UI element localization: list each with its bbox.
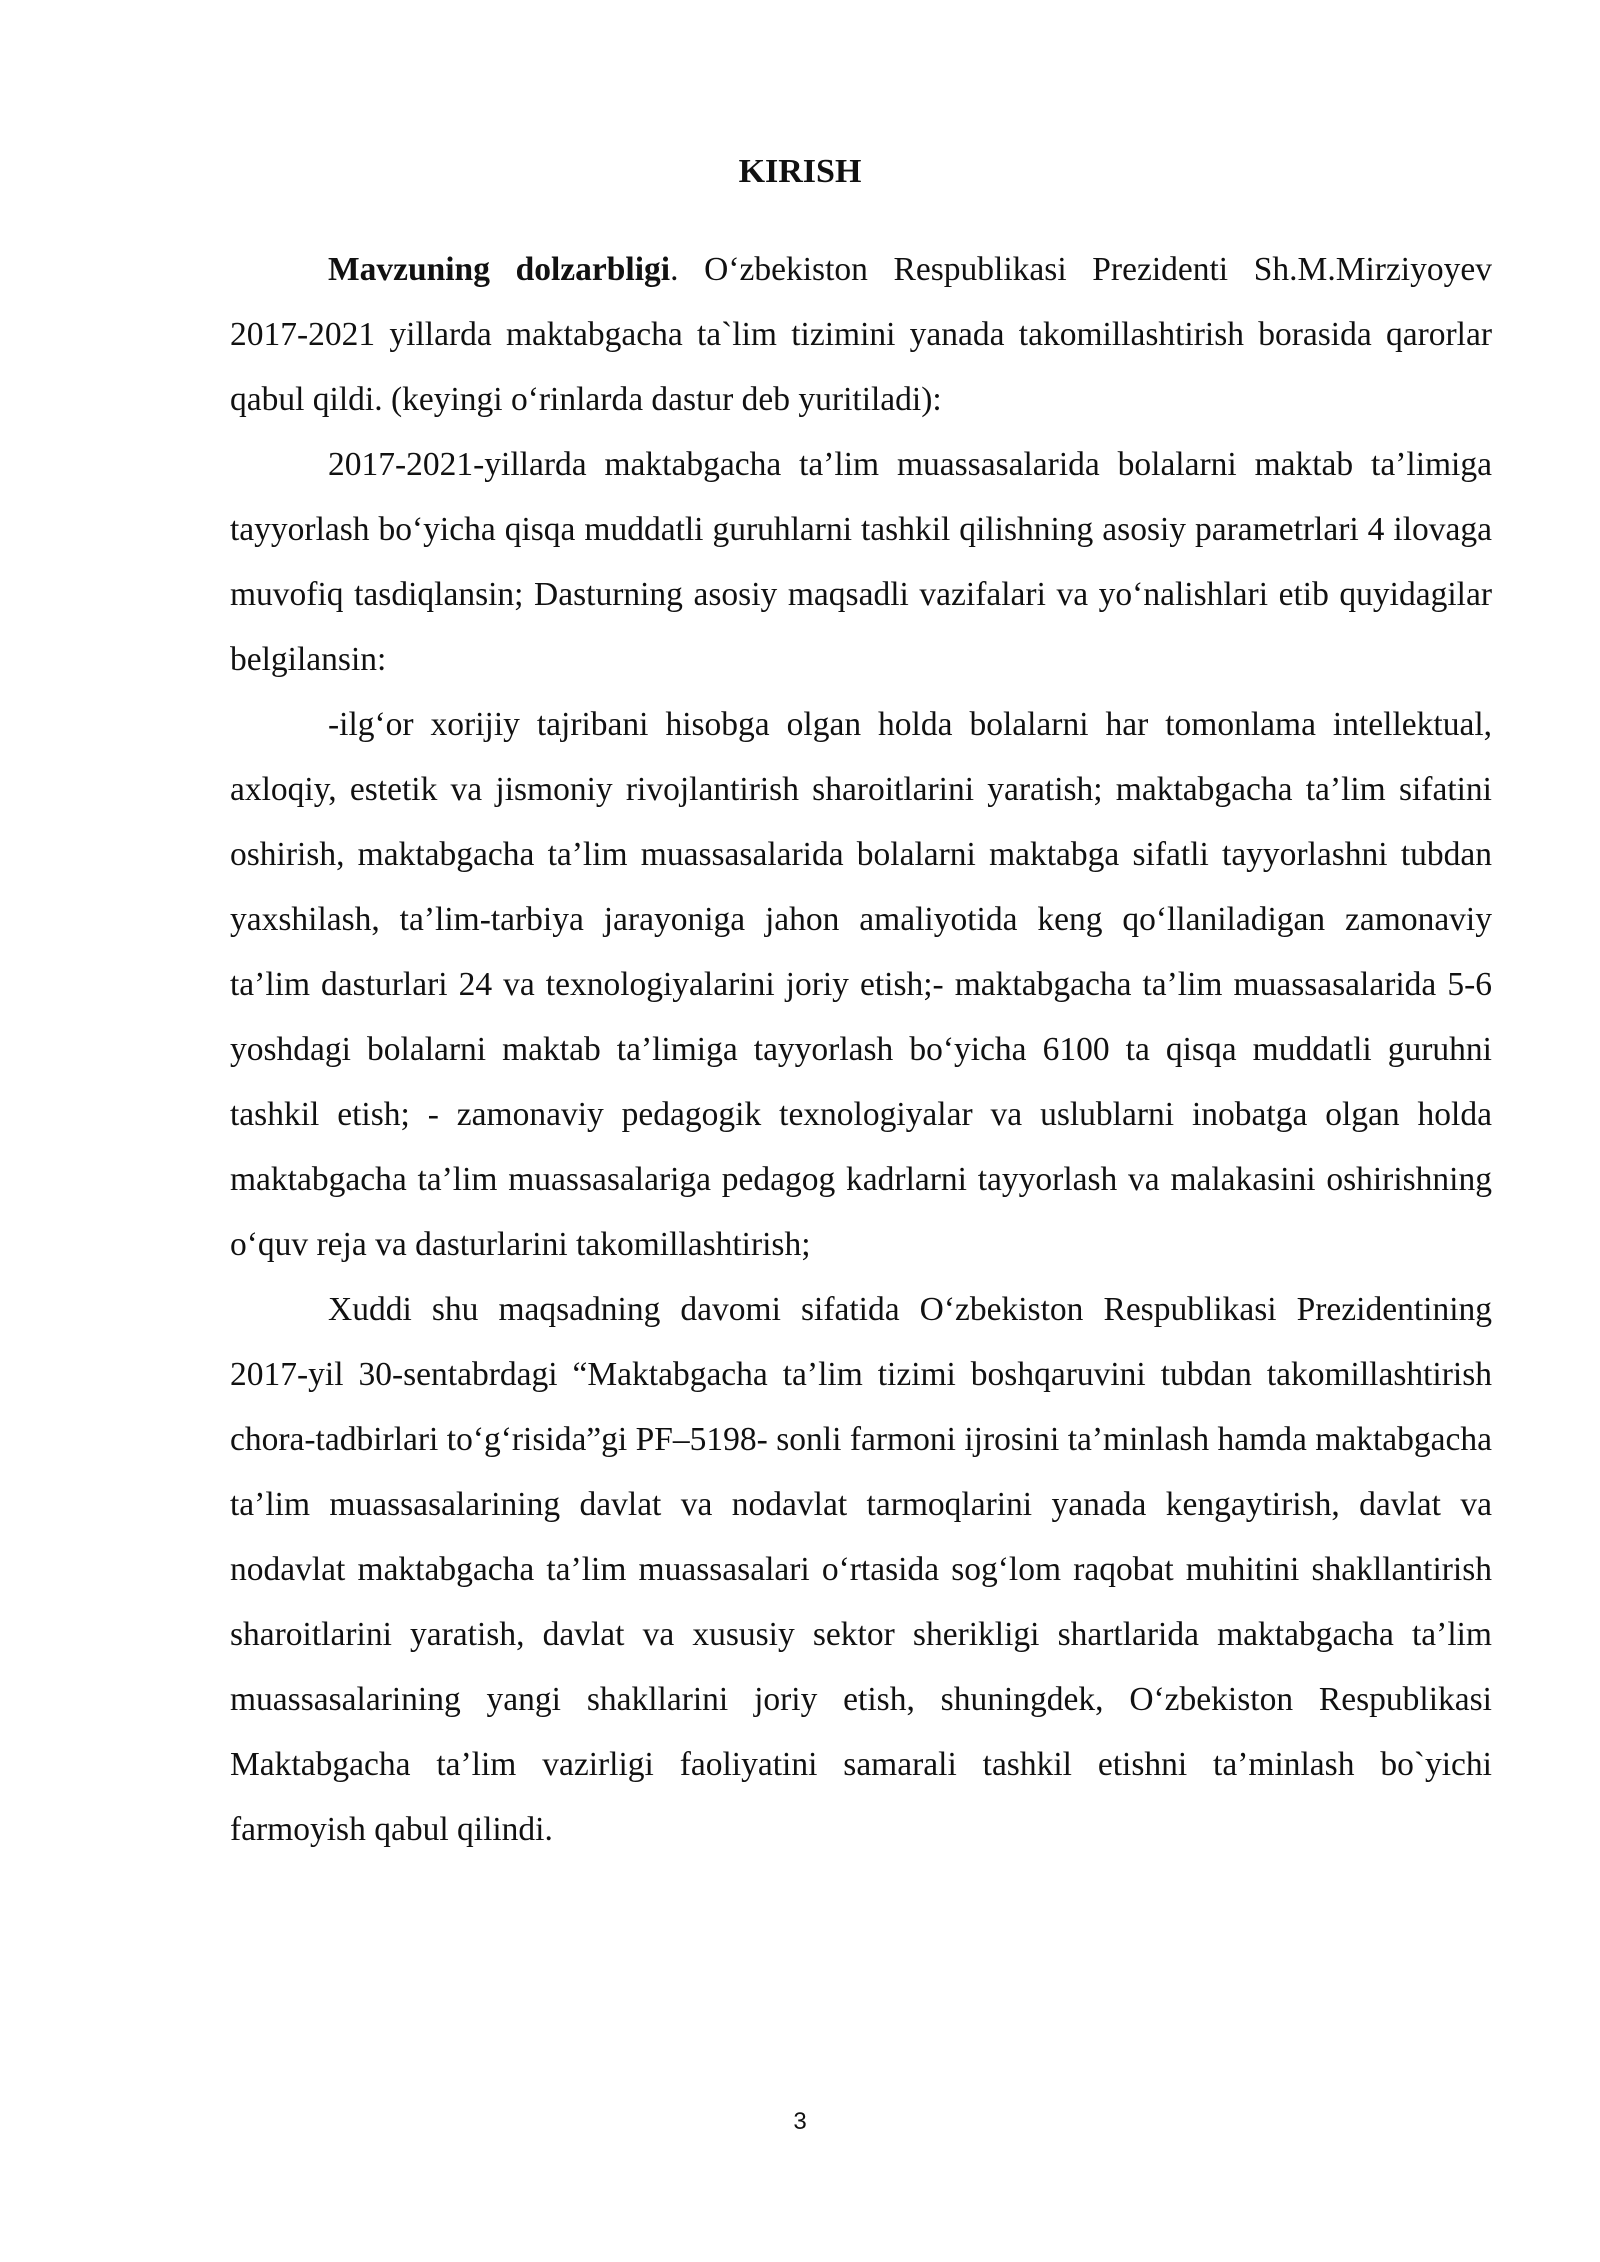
paragraph-tasks: -ilg‘or xorijiy tajribani hisobga olgan holda bolalarni har tomonlama intellektual, axloqiy, estetik va jismoniy rivojlantirish sharoitlarini yaratish; maktabgacha ta’lim sifatini oshirish, maktabgacha ta’lim muassasalarida bolalarni maktabga sifatli tayyorlashni tubdan yaxshilash, ta’lim-tarbiya jarayoniga jahon amaliyotida keng qo‘llaniladigan zamonaviy ta’lim dasturlari 24 va texnologiyalarini joriy etish;- maktabgacha ta’lim muassasalarida 5-6 yoshdagi bolalarni maktab ta’limiga tayyorlash bo‘yicha 6100 ta qisqa muddatli guruhni tashkil etish; - zamonaviy pedagogik texnologiyalar va uslublarni inobatga olgan holda maktabgacha ta’lim muassasalariga pedagog kadrlarni tayyorlash va malakasini oshirishning o‘quv reja va dasturlarini takomillashtirish; [230,706,1492,1263]
paragraph-parameters: 2017-2021-yillarda maktabgacha ta’lim muassasalarida bolalarni maktab ta’limiga tayyorlash bo‘yicha qisqa muddatli guruhlarni tashkil qilishning asosiy parametrlari 4 ilovaga muvofiq tasdiqlansin; Dasturning asosiy maqsadli vazifalari va yo‘nalishlari etib quyidagilar belgilansin: [230,446,1492,678]
body-text [230,237,1492,1862]
section-title: KIRISH [738,153,862,190]
page-number: 3 [793,2108,807,2135]
paragraph-decree: Xuddi shu maqsadning davomi sifatida O‘zbekiston Respublikasi Prezidentining 2017-yil 30-sentabrdagi “Maktabgacha ta’lim tizimi boshqaruvini tubdan takomillashtirish chora-tadbirlari to‘g‘risida”gi PF–5198- sonli farmoni ijrosini ta’minlash hamda maktabgacha ta’lim muassasalarining davlat va nodavlat tarmoqlarini yanada kengaytirish, davlat va nodavlat maktabgacha ta’lim muassasalari o‘rtasida sog‘lom raqobat muhitini shakllantirish sharoitlarini yaratish, davlat va xususiy sektor sherikligi shartlarida maktabgacha ta’lim muassasalarining yangi shakllarini joriy etish, shuningdek, O‘zbekiston Respublikasi Maktabgacha ta’lim vazirligi faoliyatini samarali tashkil etishni ta’minlash bo`yichi farmoyish qabul qilindi. [230,1291,1492,1848]
paragraph-relevance [230,237,1492,432]
paragraph-text: . O‘zbekiston Respublikasi Prezidenti Sh.M.Mirziyoyev 2017-2021 yillarda maktabgacha ta`lim tizimini yanada takomillashtirish borasida qarorlar qabul qildi. (keyingi o‘rinlarda dastur deb yuritiladi): [230,251,1492,418]
paragraph-lead-bold: Mavzuning dolzarbligi [328,251,671,288]
